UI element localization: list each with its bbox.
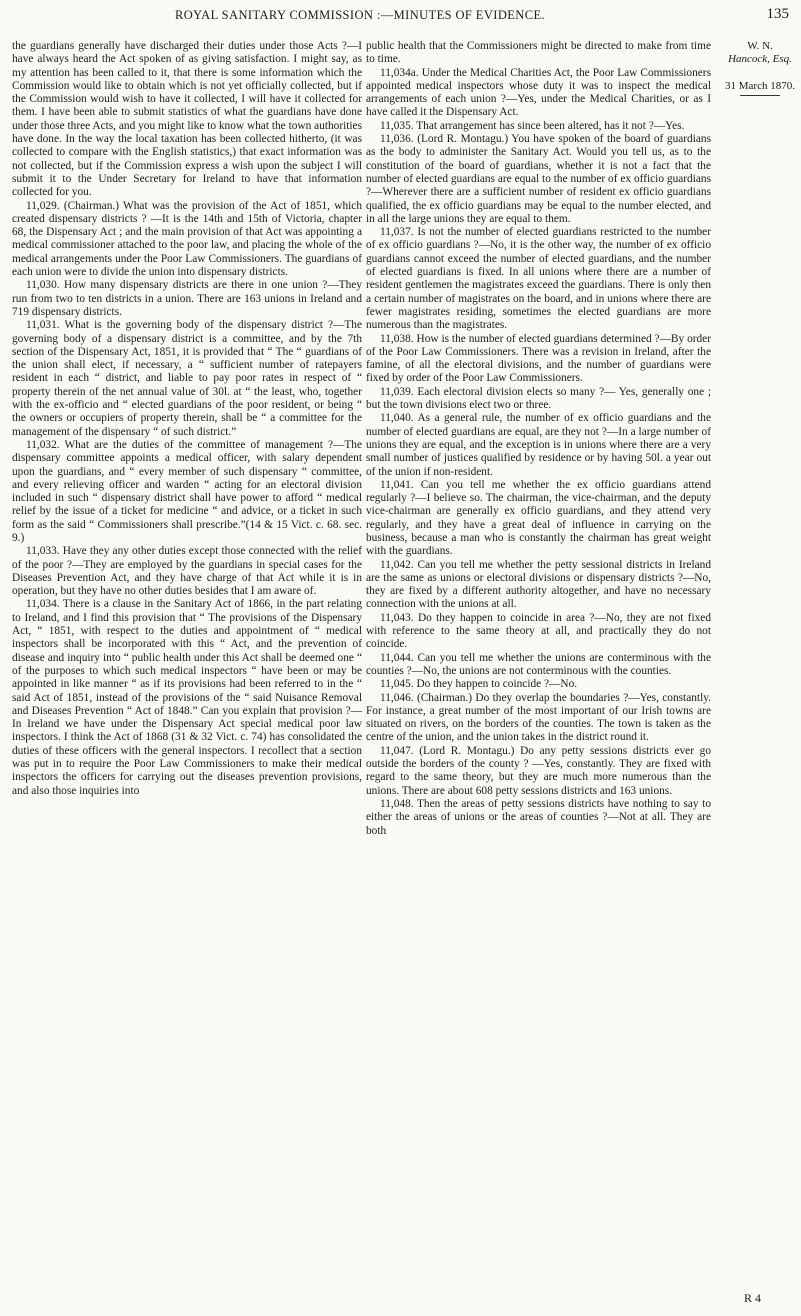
paragraph: 11,031. What is the governing body of the dispensary district ?—The governing body of a dispensary district is a committee, and by the 7th section of the Dispensary Act, 1851, it is provided that “ The “ guardians of the union shall elect, if necessary, a “ sufficient number of ratepayers resident in each “ district, and liable to pay poor rates in respect of “ property therein of the net annual value of 30l. at “ the least, who, together with the ex-officio and “ elected guardians of the poor resident, or being “ the owners or occupiers of property therein, shall be “ a committee for the management of the dispensary “ of such district.” xyxy=(12,319,362,438)
running-head xyxy=(0,6,801,28)
paragraph: 11,030. How many dispensary districts are there in one union ?—They run from two to ten districts in a union. There are 163 unions in Ireland and 719 dispensary districts. xyxy=(12,279,362,318)
divider xyxy=(740,95,780,96)
paragraph: public health that the Commissioners might be directed to make from time to time. xyxy=(366,40,711,66)
paragraph: 11,036. (Lord R. Montagu.) You have spoken of the board of guardians as the body to administer the Sanitary Act. Would you tell us, as to the constitution of the board of guardians, whether it is not a fact that the number of elected guardians are equal to the number of ex officio guardians ?—Wherever there are a sufficient number of resident ex officio guardians qualified, the ex officio guardians may be equal to the number elected, and in all the large unions they are equal to them. xyxy=(366,133,711,225)
paragraph: 11,041. Can you tell me whether the ex officio guardians attend regularly ?—I believe so. The chairman, the vice-chairman, and the deputy vice-chairman are generally ex officio guardians, and they attend very regularly, and they have a great deal of influence in carrying on the business, because a man who is constantly the chairman has great weight with the guardians. xyxy=(366,478,711,558)
paragraph: 11,032. What are the duties of the committee of management ?—The dispensary committee appoints a medical officer, with salary dependent upon the guardians, and “ every member of such dispensary “ committee, and every relieving officer and warden “ acting for an electoral division included in such “ dispensary district shall have power to afford “ medical relief by the issue of a ticket for medicine “ and advice, or a ticket in such form as the said “ Commissioners shall prescribe.”(14 & 15 Vict. c. 68. sec. 9.) xyxy=(12,438,362,544)
page-number: 135 xyxy=(766,6,789,22)
witness-initials: W. N. xyxy=(747,40,773,52)
paragraph: 11,048. Then the areas of petty sessions districts have nothing to say to either the areas of unions or the areas of counties ?—Not at all. They are both xyxy=(366,797,711,837)
paragraph: 11,040. As a general rule, the number of ex officio guardians and the number of elected guardians are equal, are they not ?—In a large number of unions they are equal, and the exception is in unions where there are a very small number of justices qualified by residence or by having 50l. a year out of the union if non-resident. xyxy=(366,412,711,478)
paragraph: 11,043. Do they happen to coincide in area ?—No, they are not fixed with reference to the same theory at all, and practically they do not coincide. xyxy=(366,611,711,651)
running-title: ROYAL SANITARY COMMISSION :—MINUTES OF EVIDENCE. xyxy=(174,8,546,22)
right-column xyxy=(366,40,711,838)
paragraph: 11,029. (Chairman.) What was the provision of the Act of 1851, which created dispensary districts ? —It is the 14th and 15th of Victoria, chapter 68, the Dispensary Act ; and the main provision of that Act was appointing a medical commissioner attached to the poor law, and placing the whole of the medical arrangements under the Poor Law Commissioners. The guardians of each union were to divide the union into dispensary districts. xyxy=(12,199,362,279)
paragraph: 11,034a. Under the Medical Charities Act, the Poor Law Commissioners appointed medical inspectors whose duty it was to inspect the medical arrangements of each union ?—Yes, under the Medical Charities, or as I have called it the Dispensary Act. xyxy=(366,66,711,119)
paragraph: 11,033. Have they any other duties except those connected with the relief of the poor ?—They are employed by the guardians in special cases for the Diseases Prevention Act, and they have charge of that Act while it is in operation, but they have no other duties besides that I am aware of. xyxy=(12,545,362,598)
paragraph: the guardians generally have discharged their duties under those Acts ?—I have always heard the Act spoken of as giving satisfaction. I might say, as my attention has been called to it, that there is some information which the Commission would like to obtain which is not yet officially collected, but if the Commission would wish to have it collected, I will have it collected for them. I have been able to submit statistics of what the guardians have done under those three Acts, and you might like to know what the town authorities have done. In the way the local taxation has been collected hitherto, (it was collected to compare with the English statistics,) that exact information was not collected, but if the Commission express a wish upon the subject I will submit it to the Under Secretary for Ireland to have that information collected for you. xyxy=(12,40,362,199)
paragraph: 11,042. Can you tell me whether the petty sessional districts in Ireland are the same as unions or electoral divisions or dispensary districts ?—No, they are fixed by a different authority altogether, and have no necessary connection with the unions at all. xyxy=(366,558,711,611)
hearing-date: 31 March 1870. xyxy=(725,80,795,92)
witness-name: Hancock, Esq. xyxy=(728,53,792,65)
paragraph: 11,035. That arrangement has since been altered, has it not ?—Yes. xyxy=(380,119,685,132)
paragraph: 11,037. Is not the number of elected guardians restricted to the number of ex officio guardians ?—No, it is the other way, the number of ex officio guardians cannot exceed the number of elected guardians, and the number of elected guardians is fixed. In all unions where there are a number of resident gentlemen the magistrates exceed the guardians. There is only then a certain number of magistrates on the board, and in unions where there are fewer magistrates residing, sometimes the elected guardians are more numerous than the magistrates. xyxy=(366,226,711,332)
margin-note xyxy=(722,40,798,96)
signature-mark: R 4 xyxy=(743,1291,761,1305)
paragraph: 11,045. Do they happen to coincide ?—No. xyxy=(380,678,578,691)
paragraph: 11,047. (Lord R. Montagu.) Do any petty sessions districts ever go outside the borders of the county ? —Yes, constantly. They are fixed with regard to the same theory, but they are much more numerous than the unions. There are about 608 petty sessions districts and 163 unions. xyxy=(366,744,711,797)
paragraph: 11,034. There is a clause in the Sanitary Act of 1866, in the part relating to Ireland, and I find this provision that “ The provisions of the Dispensary Act, “ 1851, with respect to the duties and appointment of “ medical inspectors shall be incorporated with this “ Act, and the prevention of disease and inquiry into “ public health under this Act shall be deemed one “ of the purposes to which such medical inspectors “ have been or may be appointed in like manner “ as if its provisions had been referred to in the “ said Act of 1851, instead of the provisions of the “ said Nuisance Removal and Diseases Prevention “ Act of 1848.” Can you explain that provision ?— In Ireland we have under the Dispensary Act special medical poor law inspectors. I think the Act of 1868 (31 & 32 Vict. c. 74) has consolidated the duties of these officers with the general inspectors. I recollect that a section was put in to require the Poor Law Commissioners to make their medical inspectors the officers for carrying out the diseases prevention provisions, and also those inquiries into xyxy=(12,598,362,797)
paragraph: 11,039. Each electoral division elects so many ?— Yes, generally one ; but the town divisions elect two or three. xyxy=(366,385,711,412)
paragraph: 11,046. (Chairman.) Do they overlap the boundaries ?—Yes, constantly. For instance, a great number of the most important of our Irish towns are situated on rivers, on the borders of the counties. The town is taken as the centre of the union, and the union takes in the district round it. xyxy=(366,691,711,744)
paragraph: 11,044. Can you tell me whether the unions are conterminous with the counties ?—No, the unions are not conterminous with the counties. xyxy=(366,651,711,677)
paragraph: 11,038. How is the number of elected guardians determined ?—By order of the Poor Law Commissioners. There was a revision in Ireland, after the famine, of all the electoral divisions, and the number of guardians were fixed by order of the Poor Law Commissioners. xyxy=(366,332,711,385)
left-column xyxy=(12,40,362,798)
